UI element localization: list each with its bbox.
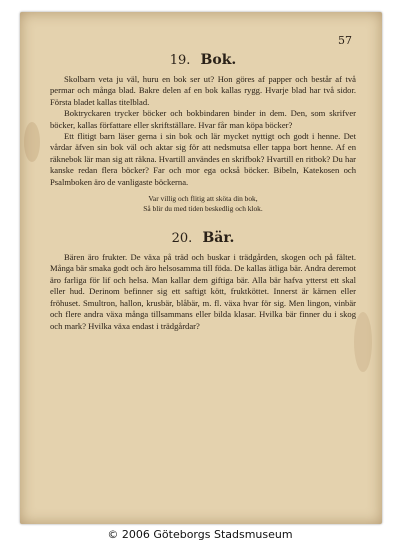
section-heading	[50, 52, 356, 68]
section-title: Bär.	[202, 230, 235, 247]
section-title: Bok.	[200, 52, 237, 68]
verse-line: Så blir du med tiden beskedlig och klok.	[143, 204, 263, 214]
paper-stain	[354, 312, 372, 372]
section-bar	[50, 230, 356, 332]
section-number: 20.	[171, 231, 193, 247]
paper-stain	[24, 122, 40, 162]
copyright-caption: © 2006 Göteborgs Stadsmuseum	[107, 528, 293, 541]
verse-line: Var villig och flitig att sköta din bok,	[148, 194, 258, 204]
paragraph: Boktryckaren trycker böcker och bokbindaren binder in dem. Den, som skrifver böcker, kallas författare eller skriftställare. Hvar får man köpa böcker?	[50, 108, 356, 130]
section-heading	[50, 230, 356, 246]
page-number: 57	[338, 34, 352, 47]
paragraph: Skolbarn veta ju väl, huru en bok ser ut? Hon göres af papper och består af två permar och många blad. Bakre delen af en bok kallas rygg. Hvarje blad har två sidor. Första bladet kallas titelblad.	[50, 74, 356, 107]
book-page	[20, 12, 382, 524]
paragraph: Ett flitigt barn läser gerna i sin bok och lär mycket nyttigt och godt i henne. Det vårdar äfven sin bok väl och aktar sig för att nedsmutsa eller tappa bort henne. Af en räknebok lär man sig att räkna. Hvartill användes en skrifbok? Hvartill en ritbok? Du har kanske redan flera böcker? Far och mor ega också böcker. Bibeln, Katekosen och Psalmboken äro de vanligaste böckerna.	[50, 131, 356, 187]
page-content	[50, 52, 356, 332]
paragraph: Bären äro frukter. De växa på träd och buskar i trädgården, skogen och på fältet. Många bär smaka godt och äro helsosamma till föda. De kallas ätliga bär. Andra deremot äro farliga för lif och helsa. Man kallar dem giftiga bär. Alla bär hafva ytterst ett skal eller hud. Derinom befinner sig ett saftigt kött, fruktköttet. Innerst är kärnen eller fröhuset. Smultron, hallon, krusbär, blåbär, m. fl. växa hvar för sig. Men lingon, vinbär och flere andra växa många tillsammans eller bilda klasar. Hvilka bär finner du i skog och mark? Hvilka växa endast i trädgårdar?	[50, 252, 356, 331]
section-bok	[50, 52, 356, 214]
section-number: 19.	[169, 53, 191, 68]
verse	[50, 194, 356, 214]
